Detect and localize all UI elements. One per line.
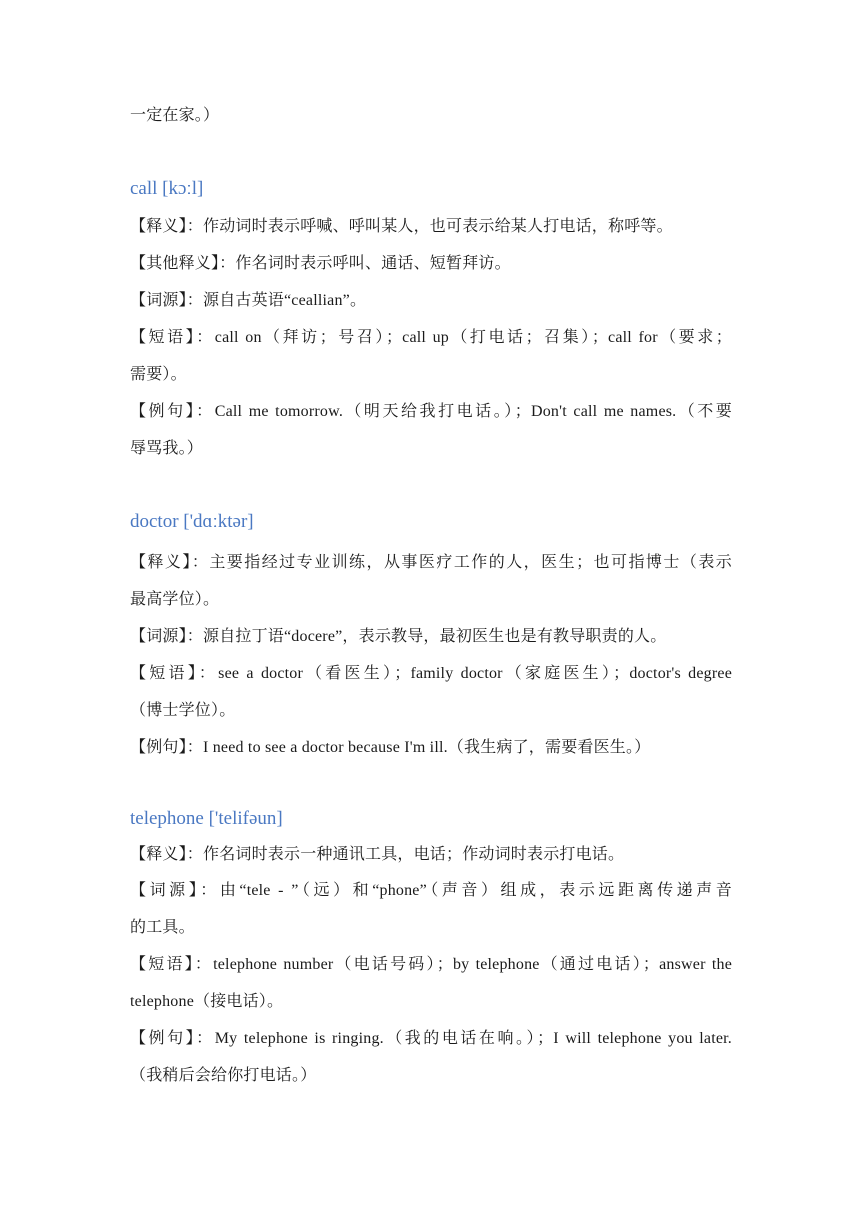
entry-heading-doctor: doctor ['dɑːktər]	[130, 511, 254, 532]
entry-heading-call: call [kɔːl]	[130, 178, 204, 199]
entry-line: 【释义】：作名词时表示一种通讯工具，电话；作动词时表示打电话。	[130, 846, 625, 863]
entry-line: 【释义】：作动词时表示呼喊、呼叫某人，也可表示给某人打电话，称呼等。	[130, 218, 673, 235]
entry-line: （博士学位）。	[130, 702, 236, 719]
entry-line: 【例句】：I need to see a doctor because I'm ill.（我生病了，需要看医生。）	[130, 739, 651, 756]
entry-line: 【词源】：源自拉丁语“docere”，表示教导，最初医生也是有教导职责的人。	[130, 628, 667, 645]
entry-line: 【释义】：主要指经过专业训练，从事医疗工作的人，医生；也可指博士（表示	[130, 554, 732, 571]
entry-line: 的工具。	[130, 919, 195, 936]
entry-line: 【短语】：see a doctor（看医生）；family doctor（家庭医生）；doctor's degree	[130, 665, 732, 682]
entry-line: 最高学位）。	[130, 591, 220, 608]
entry-line: 【例句】：My telephone is ringing.（我的电话在响。）；I will telephone you later.	[130, 1030, 732, 1047]
entry-line: 辱骂我。）	[130, 440, 204, 457]
entry-line: telephone（接电话）。	[130, 993, 284, 1010]
entry-line: 需要）。	[130, 366, 187, 383]
entry-line: 【短语】：telephone number（电话号码）；by telephone（通过电话）；answer the	[130, 956, 732, 973]
entry-line: 【例句】：Call me tomorrow.（明天给我打电话。）；Don't call me names.（不要	[130, 403, 732, 420]
entry-line: 【词源】：由“tele - ”（远）和“phone”（声音）组成，表示远距离传递声音	[130, 882, 732, 899]
entry-line: （我稍后会给你打电话。）	[130, 1067, 317, 1084]
entry-heading-telephone: telephone ['telifəun]	[130, 808, 283, 829]
continuation-text: 一定在家。）	[130, 107, 220, 124]
entry-line: 【短语】：call on（拜访；号召）；call up（打电话；召集）；call for（要求；	[130, 329, 732, 346]
entry-line: 【其他释义】：作名词时表示呼叫、通话、短暂拜访。	[130, 255, 511, 272]
entry-line: 【词源】：源自古英语“ceallian”。	[130, 292, 367, 309]
